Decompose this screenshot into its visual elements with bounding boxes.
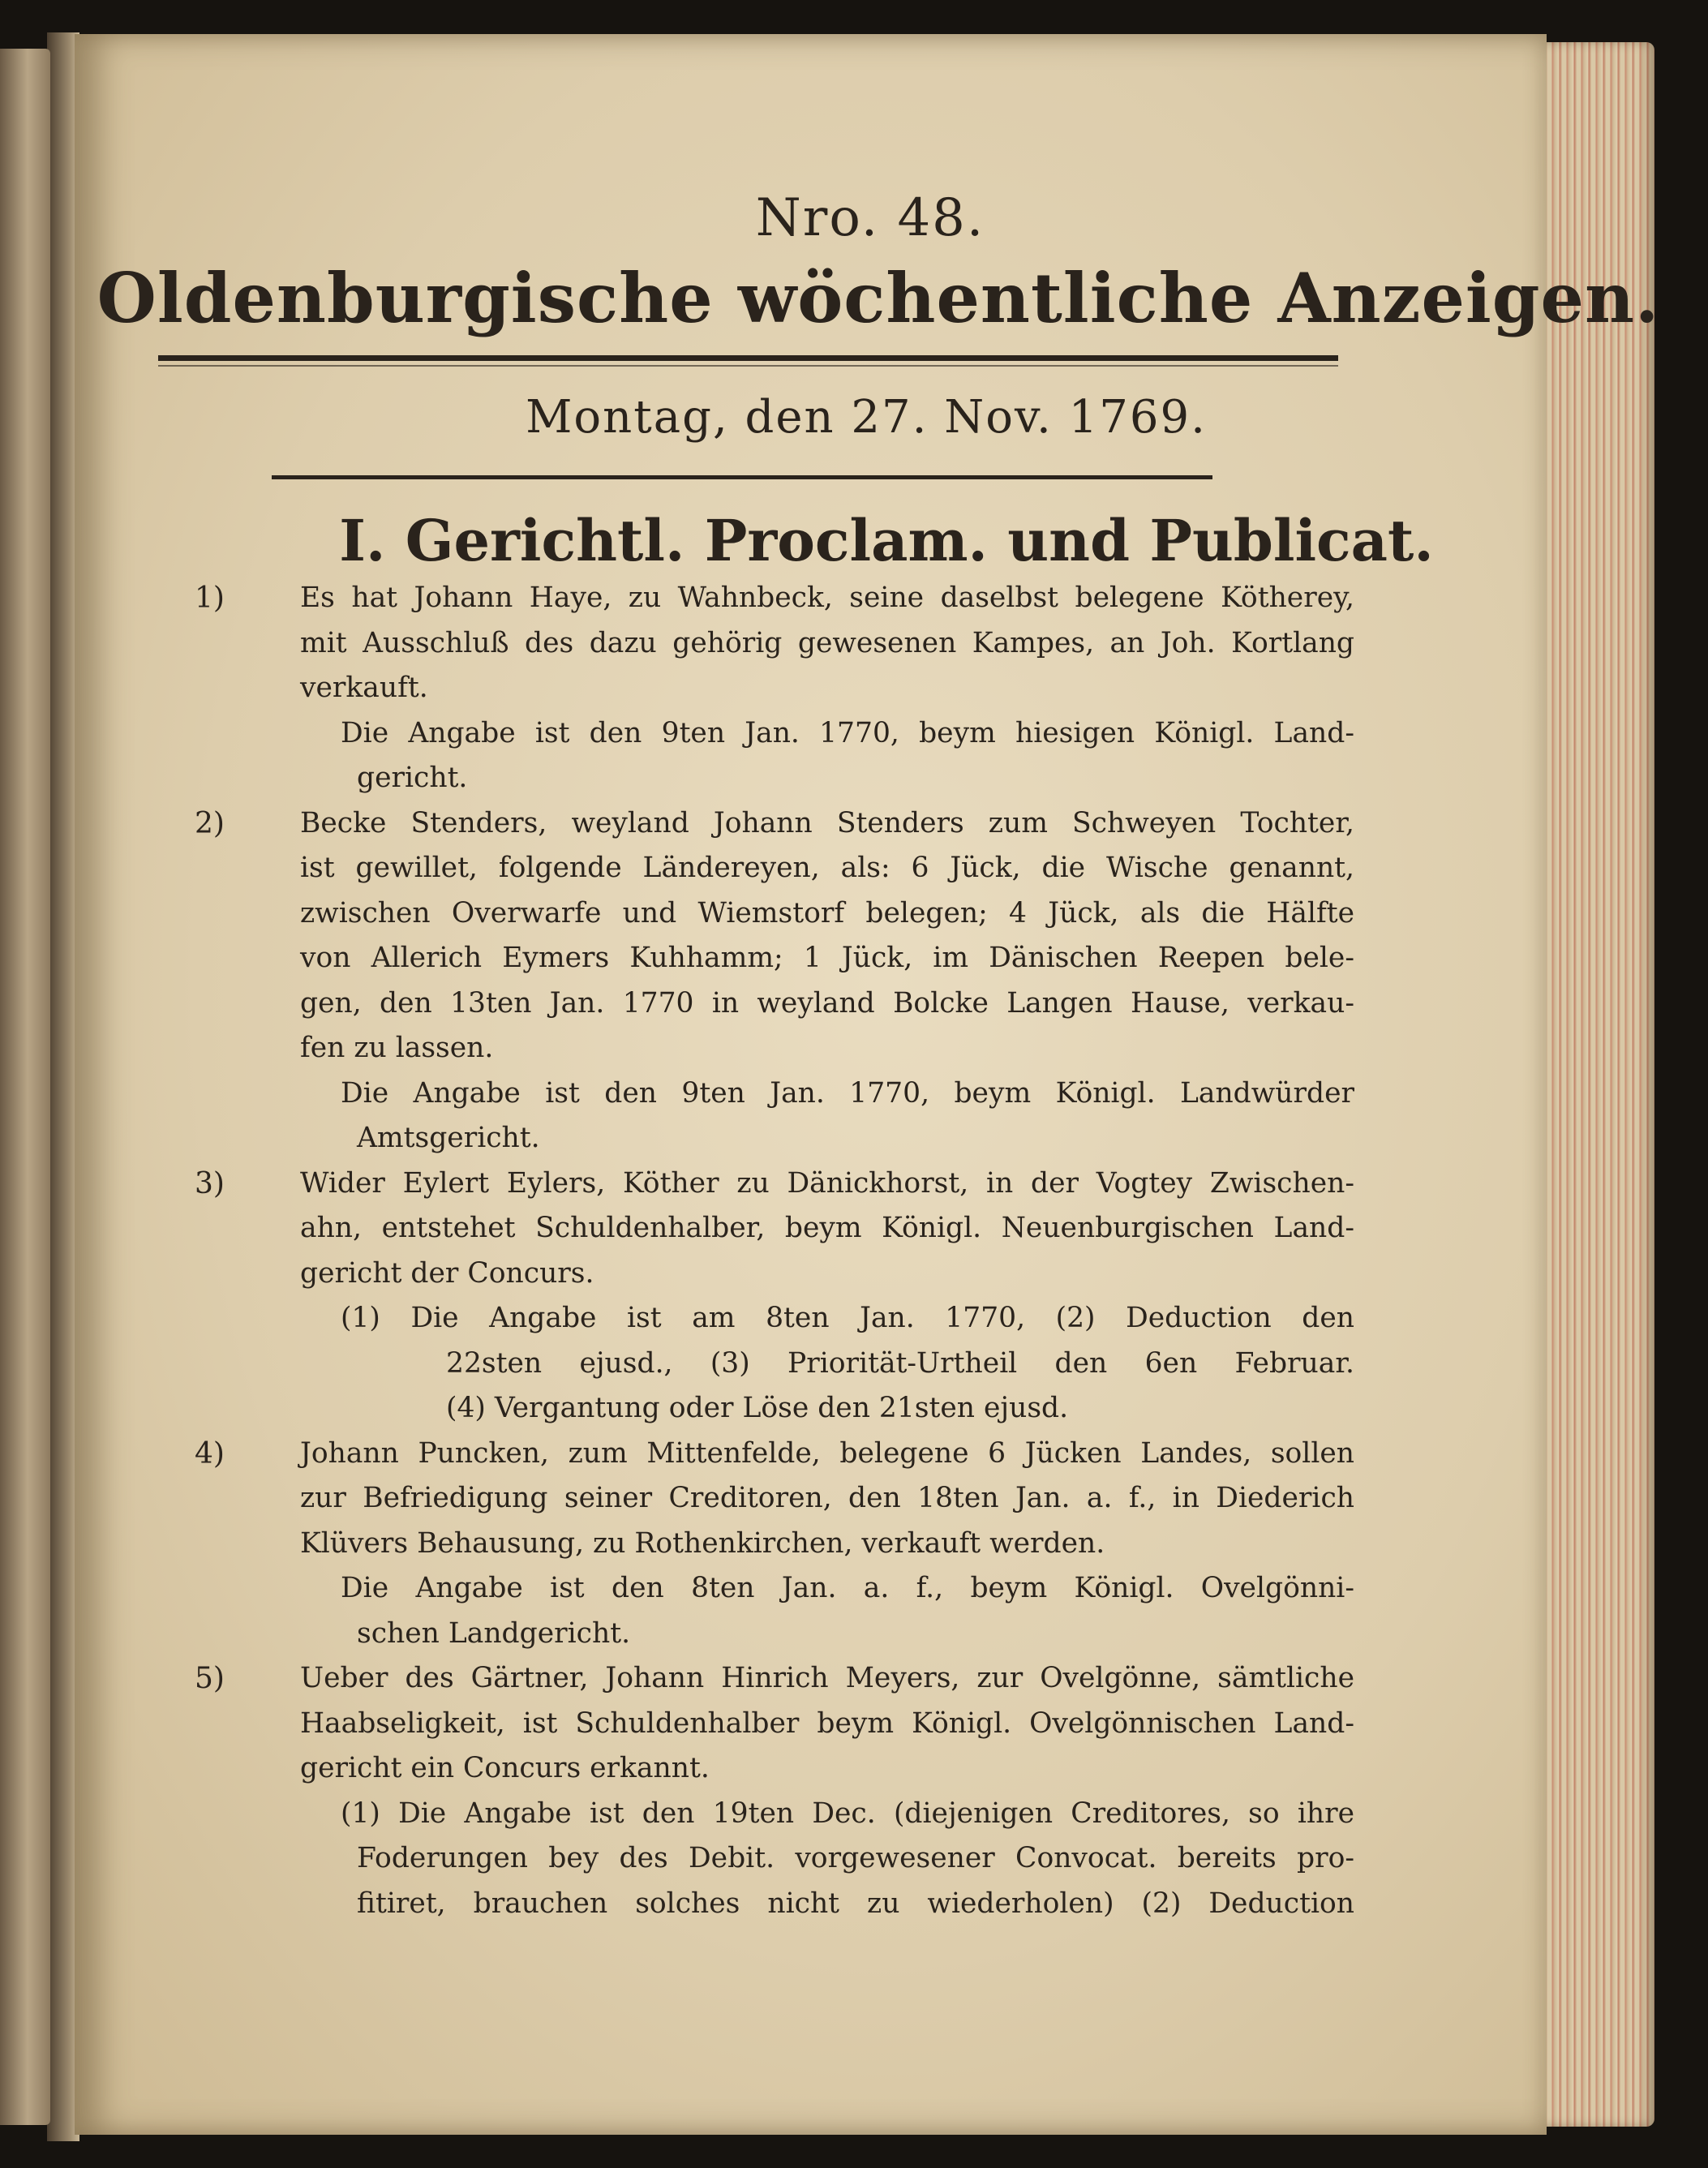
notice-entry: [195, 801, 1354, 1161]
entry-number: 1): [195, 582, 225, 615]
notice-entry: [195, 576, 1354, 801]
date-line: Montag, den 27. Nov. 1769.: [526, 391, 1207, 444]
page-edges: [1533, 42, 1654, 2127]
notice-entry: [195, 1161, 1354, 1432]
masthead-rule-thin: [158, 365, 1338, 367]
notice-entry: [195, 1656, 1354, 1926]
text-line: fen zu lassen.: [300, 1032, 494, 1064]
text-line: Foderungen bey des Debit. vorgewesener Convocat. bereits pro-: [357, 1842, 1354, 1874]
text-line: Becke Stenders, weyland Johann Stenders zum Schweyen Tochter,: [300, 806, 1354, 839]
text-line: Haabseligkeit, ist Schuldenhalber beym Königl. Ovelgönnischen Land-: [300, 1706, 1354, 1740]
entry-number: 2): [195, 806, 225, 840]
text-line: verkauft.: [300, 672, 428, 704]
text-line: zwischen Overwarfe und Wiemstorf belegen; 4 Jück, als die Hälfte: [300, 896, 1354, 929]
notice-list: [195, 576, 1354, 1926]
masthead-rule: [158, 355, 1338, 361]
section-heading: I. Gerichtl. Proclam. und Publicat.: [339, 507, 1434, 574]
entry-number: 4): [195, 1436, 225, 1470]
text-line: ahn, entstehet Schuldenhalber, beym Königl. Neuenburgischen Land-: [300, 1212, 1354, 1244]
text-line: gericht der Concurs.: [300, 1256, 594, 1290]
text-line: gen, den 13ten Jan. 1770 in weyland Bolcke Langen Hause, verkau-: [300, 986, 1354, 1020]
text-line: Ueber des Gärtner, Johann Hinrich Meyers, zur Ovelgönne, sämtliche: [300, 1662, 1354, 1694]
entry-number: 3): [195, 1166, 225, 1200]
text-line: Amtsgericht.: [357, 1122, 540, 1154]
text-line: Klüvers Behausung, zu Rothenkirchen, verkauft werden.: [300, 1526, 1105, 1560]
text-line: ist gewillet, folgende Ländereyen, als: 6 Jück, die Wische genannt,: [300, 852, 1354, 884]
text-line: fitiret, brauchen solches nicht zu wiederholen) (2) Deduction: [357, 1887, 1354, 1920]
text-line: Johann Puncken, zum Mittenfelde, belegene 6 Jücken Landes, sollen: [300, 1436, 1354, 1470]
date-rule: [272, 475, 1212, 479]
text-line: zur Befriedigung seiner Creditoren, den 18ten Jan. a. f., in Diederich: [300, 1482, 1354, 1514]
issue-number: Nro. 48.: [755, 188, 985, 248]
text-line: schen Landgericht.: [357, 1616, 631, 1650]
notice-entry: [195, 1432, 1354, 1657]
left-page-edge: [0, 49, 50, 2125]
text-line: 22sten ejusd., (3) Priorität-Urtheil den 6en Februar.: [446, 1346, 1354, 1380]
text-line: mit Ausschluß des dazu gehörig gewesenen Kampes, an Joh. Kortlang: [300, 626, 1354, 659]
masthead-title: Oldenburgische wöchentliche Anzeigen.: [97, 258, 1660, 338]
text-line: (4) Vergantung oder Löse den 21sten ejusd.: [446, 1392, 1069, 1424]
text-line: (1) Die Angabe ist den 19ten Dec. (diejenigen Creditores, so ihre: [341, 1797, 1354, 1830]
text-line: Die Angabe ist den 8ten Jan. a. f., beym Königl. Ovelgönni-: [341, 1572, 1354, 1604]
text-line: Die Angabe ist den 9ten Jan. 1770, beym Königl. Landwürder: [341, 1076, 1354, 1110]
text-line: Es hat Johann Haye, zu Wahnbeck, seine daselbst belegene Kötherey,: [300, 582, 1354, 614]
entry-number: 5): [195, 1662, 225, 1695]
text-line: Die Angabe ist den 9ten Jan. 1770, beym hiesigen Königl. Land-: [341, 716, 1354, 749]
text-line: von Allerich Eymers Kuhhamm; 1 Jück, im Dänischen Reepen bele-: [300, 942, 1354, 974]
text-line: Wider Eylert Eylers, Köther zu Dänickhorst, in der Vogtey Zwischen-: [300, 1166, 1354, 1200]
text-line: (1) Die Angabe ist am 8ten Jan. 1770, (2) Deduction den: [341, 1302, 1354, 1334]
text-line: gericht.: [357, 762, 468, 794]
text-line: gericht ein Concurs erkannt.: [300, 1752, 710, 1784]
